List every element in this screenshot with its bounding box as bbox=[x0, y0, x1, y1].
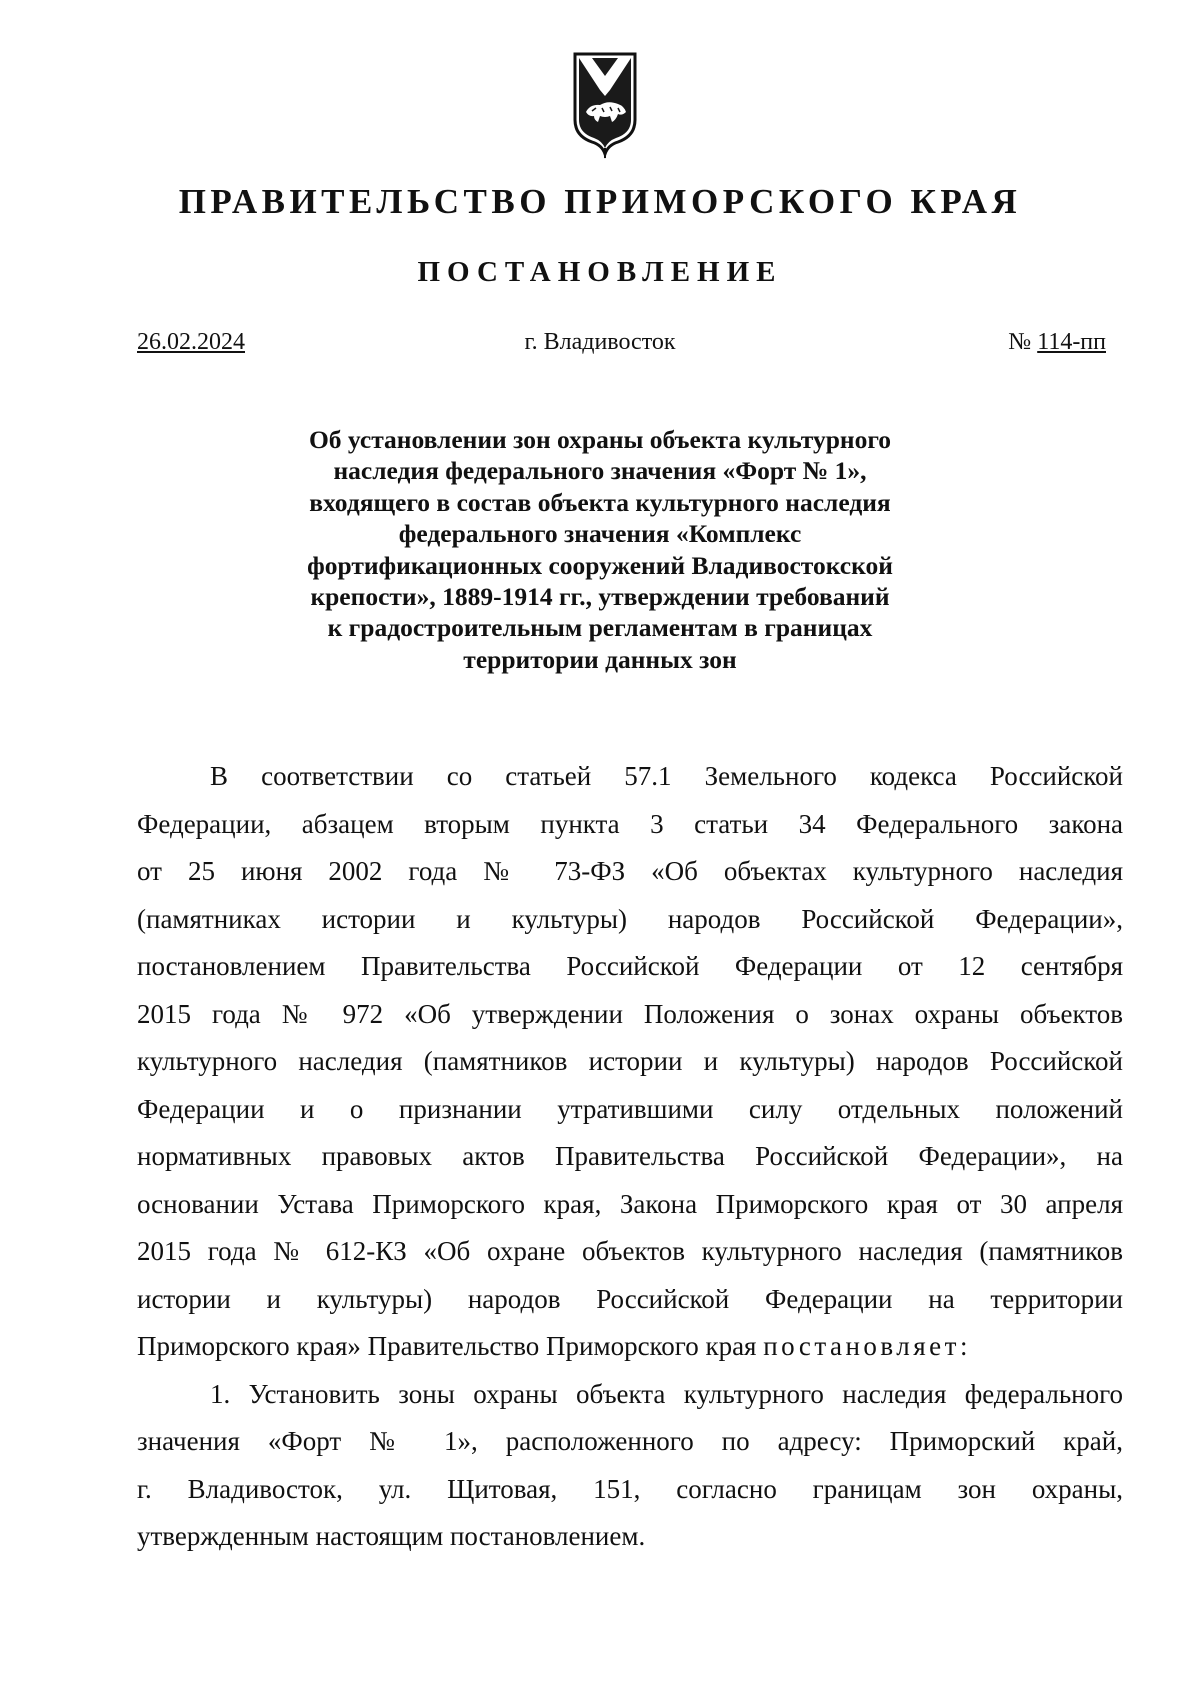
preamble-last-line: Приморского края» Правительство Приморского края постановляет: bbox=[137, 1331, 971, 1361]
item-line: значения «Форт № 1», расположенного по адресу: Приморский край, bbox=[137, 1426, 1123, 1456]
preamble-line: нормативных правовых актов Правительства Российской Федерации», на bbox=[137, 1141, 1123, 1171]
subject-line: крепости», 1889-1914 гг., утверждении требований bbox=[310, 582, 890, 612]
preamble-line: В соответствии со статьей 57.1 Земельного кодекса Российской bbox=[210, 761, 1123, 791]
preamble-line: основании Устава Приморского края, Закона Приморского края от 30 апреля bbox=[137, 1188, 1123, 1219]
subject-line: федерального значения «Комплекс bbox=[398, 519, 802, 549]
organization-title: ПРАВИТЕЛЬСТВО ПРИМОРСКОГО КРАЯ bbox=[178, 182, 1022, 221]
document-subject bbox=[250, 424, 950, 675]
item-line: г. Владивосток, ул. Щитовая, 151, согласно границам зон охраны, bbox=[137, 1473, 1123, 1504]
primorsky-krai-coat-of-arms-icon bbox=[572, 50, 638, 160]
subject-line: Об установлении зон охраны объекта культурного bbox=[308, 425, 892, 454]
preamble-line: 2015 года № 612-КЗ «Об охране объектов культурного наследия (памятников bbox=[137, 1236, 1123, 1266]
preamble-line: культурного наследия (памятников истории и культуры) народов Российской bbox=[137, 1046, 1123, 1076]
item-line: 1. Установить зоны охраны объекта культурного наследия федерального bbox=[210, 1378, 1123, 1409]
preamble-line: от 25 июня 2002 года № 73-ФЗ «Об объектах культурного наследия bbox=[137, 856, 1123, 886]
subject-line: фортификационных сооружений Владивостокской bbox=[307, 550, 893, 580]
subject-line: к градостроительным регламентам в границах bbox=[327, 613, 873, 643]
preamble-line: Федерации и о признании утратившими силу отдельных положений bbox=[137, 1093, 1123, 1124]
preamble-line: постановлением Правительства Российской Федерации от 12 сентября bbox=[137, 951, 1123, 981]
preamble-line: Федерации, абзацем вторым пункта 3 статьи 34 Федерального закона bbox=[137, 808, 1123, 839]
document-type: ПОСТАНОВЛЕНИЕ bbox=[417, 256, 783, 288]
subject-line: территории данных зон bbox=[463, 644, 737, 674]
document-city: г. Владивосток bbox=[524, 329, 676, 355]
document-number: № 114-пп bbox=[1008, 329, 1106, 355]
subject-line: входящего в состав объекта культурного наследия bbox=[309, 487, 891, 517]
document-body bbox=[137, 753, 1123, 1561]
preamble-line: (памятниках истории и культуры) народов Российской Федерации», bbox=[137, 903, 1123, 934]
document-date: 26.02.2024 bbox=[137, 329, 245, 355]
preamble-line: 2015 года № 972 «Об утверждении Положения о зонах охраны объектов bbox=[137, 998, 1123, 1029]
preamble-line: истории и культуры) народов Российской Федерации на территории bbox=[137, 1283, 1123, 1314]
resolves-word: постановляет: bbox=[763, 1331, 971, 1361]
item-last-line: утвержденным настоящим постановлением. bbox=[137, 1521, 646, 1551]
subject-line: наследия федерального значения «Форт № 1», bbox=[333, 456, 867, 486]
